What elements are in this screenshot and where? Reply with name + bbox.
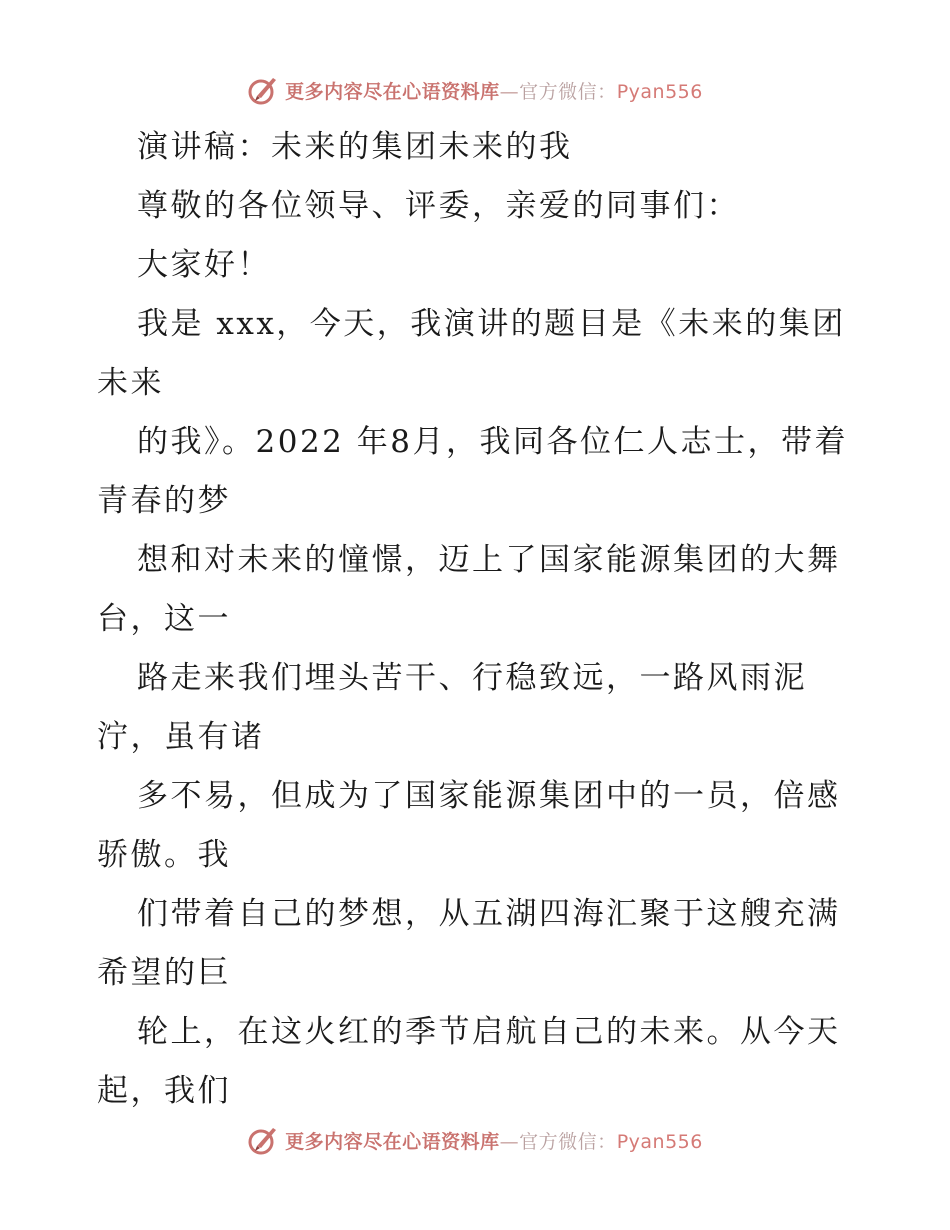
watermark-separator: — <box>499 1130 520 1153</box>
watermark-site: 更多内容尽在心语资料库 <box>285 80 500 103</box>
quill-pen-logo-icon <box>247 1124 279 1156</box>
watermark-text <box>285 1127 703 1154</box>
greeting: 大家好！ <box>137 247 271 283</box>
salutation: 尊敬的各位领导、评委，亲爱的同事们： <box>137 188 740 224</box>
body-paragraph: 我是 xxx，今天，我演讲的题目是《未来的集团未来 <box>97 306 846 401</box>
header-watermark <box>0 70 950 110</box>
watermark-site: 更多内容尽在心语资料库 <box>285 1130 500 1153</box>
watermark-wechat-label: 官方微信： <box>519 1130 617 1153</box>
watermark-wechat-id: Pyan556 <box>616 80 703 103</box>
watermark-wechat-label: 官方微信： <box>519 80 617 103</box>
document-title: 演讲稿：未来的集团未来的我 <box>137 129 573 165</box>
watermark-text <box>285 77 703 104</box>
body-paragraph: 多不易，但成为了国家能源集团中的一员，倍感骄傲。我 <box>97 778 841 873</box>
body-paragraph: 们带着自己的梦想，从五湖四海汇聚于这艘充满希望的巨 <box>97 896 841 991</box>
body-paragraph: 轮上，在这火红的季节启航自己的未来。从今天起，我们 <box>97 1014 841 1109</box>
quill-pen-logo-icon <box>247 74 279 106</box>
watermark-wechat-id: Pyan556 <box>616 1130 703 1153</box>
document-body <box>97 118 857 1121</box>
watermark-separator: — <box>499 80 520 103</box>
footer-watermark <box>0 1120 950 1160</box>
body-paragraph: 的我》。2022 年8月，我同各位仁人志士，带着青春的梦 <box>97 424 848 519</box>
body-paragraph: 路走来我们埋头苦干、行稳致远，一路风雨泥泞，虽有诸 <box>97 660 807 755</box>
body-paragraph: 想和对未来的憧憬，迈上了国家能源集团的大舞台，这一 <box>97 542 841 637</box>
